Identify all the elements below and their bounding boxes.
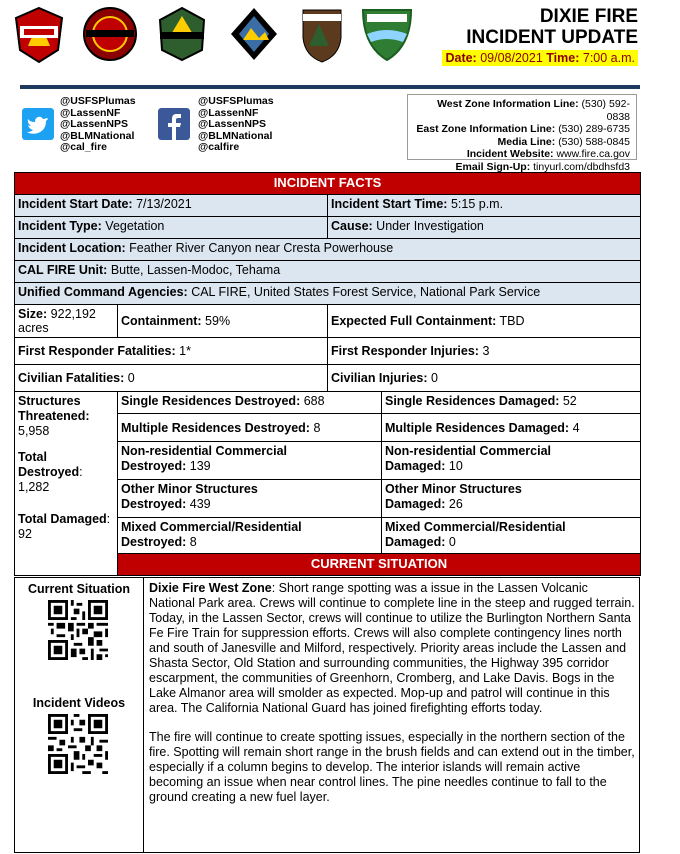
title-line-2: INCIDENT UPDATE [466, 27, 638, 48]
media-line-value: (530) 588-0845 [558, 135, 630, 148]
minor-damaged-cell [382, 480, 641, 518]
twitter-handle[interactable]: @USFSPlumas [60, 95, 136, 107]
national-park-logo [299, 6, 345, 64]
mixed-destroyed-cell [118, 518, 382, 554]
agency-logos [14, 6, 414, 66]
qr-current-situation-label: Current Situation [27, 582, 131, 596]
incident-facts-heading: INCIDENT FACTS [15, 173, 641, 195]
total-damaged-value: 92 [18, 527, 32, 541]
structures-summary-cell: Structures Threatened: 5,958 Total Destroyed: 1,282 Total Damaged: 92 [15, 392, 118, 576]
civ-injuries-cell [328, 365, 641, 392]
twitter-handle[interactable]: @BLMNational [60, 129, 135, 142]
email-signup-label: Email Sign-Up: [455, 160, 531, 173]
minor-destroyed-cell [118, 480, 382, 518]
west-line-value: (530) 592-0838 [581, 98, 630, 123]
date-time-badge [442, 50, 638, 66]
total-destroyed-value: 1,282 [18, 480, 50, 494]
fr-injuries-cell [328, 338, 641, 365]
containment-cell [118, 305, 328, 338]
agencies-cell [15, 283, 641, 305]
contact-info-box [407, 94, 637, 173]
size-cell [15, 305, 118, 338]
ncd-label-2: Destroyed: [121, 459, 187, 473]
unit-label: CAL FIRE Unit: [18, 263, 108, 277]
cause-label: Cause: [331, 219, 373, 233]
website-link[interactable]: www.fire.ca.gov [556, 148, 630, 160]
omd-label-1: Other Minor Structures [121, 482, 258, 496]
omd-label-2: Destroyed: [121, 497, 187, 511]
fr-fatalities-cell [15, 338, 328, 365]
forest-service-logo [156, 6, 208, 62]
time-value: 7:00 a.m. [582, 51, 635, 65]
twitter-handles [60, 96, 136, 154]
facebook-icon[interactable] [158, 108, 190, 140]
facebook-handle[interactable]: @LassenNF [198, 106, 259, 119]
title-block [442, 6, 638, 67]
nonres-damaged-cell [382, 442, 641, 480]
ncdm-value: 10 [448, 459, 463, 473]
mcdm-label-2: Damaged: [385, 535, 446, 549]
cause-cell [328, 217, 641, 239]
qr-code-icon[interactable] [48, 714, 108, 774]
facebook-handle[interactable]: @LassenNPS [198, 118, 267, 130]
mcd-label-1: Mixed Commercial/Residential [121, 520, 302, 534]
size-label: Size: [18, 307, 48, 321]
srd-label: Single Residences Destroyed: [121, 394, 301, 408]
situation-paragraph-2: The fire will continue to create spotting issues, especially in the northern section of the fire. Spotting will remain short range in the brush fields and can extend out in the timber, especially if a column begins to develop. The interior islands will remain active becoming an issue when near control lines. The pine needles continue to fall to the ground creating a new fuel layer. [149, 730, 635, 804]
header-divider [20, 85, 640, 89]
twitter-icon[interactable] [22, 108, 54, 140]
east-line-value: (530) 289-6735 [558, 123, 630, 135]
mcd-label-2: Destroyed: [121, 535, 187, 549]
civ-injuries-label: Civilian Injuries: [331, 371, 428, 385]
start-time-label: Incident Start Time: [331, 197, 448, 211]
incident-facts-table [14, 172, 641, 576]
mcd-value: 8 [189, 535, 197, 549]
situation-paragraph-1: : Short range spotting was a issue in the Lassen Volcanic National Park area. Crews will continue to complete line in the steep and rugged terrain. Today, in the Lassen Sector, crews will continue to utilize the Burlington Northern Santa Fe Fire Train for suppression efforts. Crews will also complete contingency lines north and south of Janesville and Milford, respectively. Priority areas include the Lassen and Shasta Sector, Old Station and surrounding communities, the Highway 395 corridor escarpment, the communities of Greenhorn, Cromberg, and Lake Davis. Bogs in the Lake Almanor area will smolder as expected. Mop-up and patrol will continue in this area. The California National Guard has joined firefighting efforts today. [149, 581, 635, 715]
omdm-value: 26 [448, 497, 463, 511]
containment-value: 59% [205, 314, 231, 328]
usda-logo [359, 6, 415, 62]
location-cell [15, 239, 641, 261]
location-label: Incident Location: [18, 241, 126, 255]
ncdm-label-2: Damaged: [385, 459, 446, 473]
email-signup-link[interactable]: tinyurl.com/dbdhsfd3 [533, 160, 630, 173]
qr-incident-videos-label: Incident Videos [32, 696, 126, 710]
type-label: Incident Type: [18, 219, 102, 233]
qr-column [15, 578, 144, 852]
total-destroyed-label: Total Destroyed [18, 450, 80, 479]
situation-paragraph [149, 581, 635, 716]
current-situation-heading: CURRENT SITUATION [118, 554, 641, 576]
facebook-handle[interactable]: @calfire [198, 141, 240, 153]
east-line-label: East Zone Information Line: [416, 123, 556, 135]
srd-value: 688 [303, 394, 325, 408]
single-res-destroyed-cell [118, 392, 382, 414]
size-value: 922,192 acres [18, 307, 96, 335]
srdm-value: 52 [562, 394, 577, 408]
ncd-value: 139 [189, 459, 211, 473]
total-damaged-label: Total Damaged [18, 512, 107, 526]
mcdm-value: 0 [448, 535, 456, 549]
calfire-seal-logo [82, 6, 138, 62]
expected-containment-label: Expected Full Containment: [331, 314, 497, 328]
containment-label: Containment: [121, 314, 202, 328]
civ-fatalities-label: Civilian Fatalities: [18, 371, 125, 385]
start-date-cell [15, 195, 328, 217]
multi-res-damaged-cell [382, 414, 641, 442]
mixed-damaged-cell [382, 518, 641, 554]
facebook-handle[interactable]: @BLMNational [198, 129, 273, 142]
type-cell [15, 217, 328, 239]
situation-text [149, 581, 635, 805]
expected-containment-value: TBD [499, 314, 525, 328]
srdm-label: Single Residences Damaged: [385, 394, 560, 408]
fr-fatalities-label: First Responder Fatalities: [18, 344, 176, 358]
qr-code-icon[interactable] [48, 600, 108, 660]
fr-fatalities-value: 1* [179, 344, 191, 358]
ncdm-label-1: Non-residential Commercial [385, 444, 552, 458]
civ-injuries-value: 0 [431, 371, 438, 385]
facebook-handles [198, 96, 274, 154]
cal-fire-logo [14, 6, 64, 64]
unit-cell [15, 261, 641, 283]
type-value: Vegetation [105, 219, 165, 233]
start-date-label: Incident Start Date: [18, 197, 133, 211]
fr-injuries-label: First Responder Injuries: [331, 344, 479, 358]
omdm-label-1: Other Minor Structures [385, 482, 522, 496]
agencies-label: Unified Command Agencies: [18, 285, 188, 299]
mrd-value: 8 [313, 420, 321, 435]
expected-containment-cell [328, 305, 641, 338]
fr-injuries-value: 3 [482, 344, 490, 358]
twitter-handle[interactable]: @cal_fire [60, 141, 108, 153]
mrd-label: Multiple Residences Destroyed: [121, 420, 310, 435]
start-time-cell [328, 195, 641, 217]
agencies-value: CAL FIRE, United States Forest Service, National Park Service [191, 285, 541, 299]
nonres-destroyed-cell [118, 442, 382, 480]
current-situation-section [14, 577, 640, 853]
facebook-handle[interactable]: @USFSPlumas [198, 95, 274, 107]
website-label: Incident Website: [466, 148, 554, 160]
threatened-value: 5,958 [18, 424, 50, 438]
location-value: Feather River Canyon near Cresta Powerhouse [129, 241, 394, 255]
civ-fatalities-cell [15, 365, 328, 392]
media-line-label: Media Line: [497, 135, 556, 148]
single-res-damaged-cell [382, 392, 641, 414]
omdm-label-2: Damaged: [385, 497, 446, 511]
west-zone-heading: Dixie Fire West Zone [149, 581, 272, 595]
twitter-handle[interactable]: @LassenNF [60, 106, 121, 119]
twitter-handle[interactable]: @LassenNPS [60, 118, 129, 130]
west-line-label: West Zone Information Line: [437, 98, 579, 110]
mcdm-label-1: Mixed Commercial/Residential [385, 520, 566, 534]
time-label: Time: [546, 51, 580, 65]
title-line-1: DIXIE FIRE [539, 6, 638, 27]
civ-fatalities-value: 0 [127, 371, 135, 385]
mrdm-value: 4 [572, 420, 580, 435]
threatened-label: Structures Threatened: [18, 394, 90, 423]
date-label: Date: [445, 51, 477, 65]
date-value: 09/08/2021 [480, 51, 543, 65]
ncd-label-1: Non-residential Commercial [121, 444, 288, 458]
multi-res-destroyed-cell [118, 414, 382, 442]
start-date-value: 7/13/2021 [136, 197, 192, 211]
cause-value: Under Investigation [376, 219, 484, 233]
mrdm-label: Multiple Residences Damaged: [385, 420, 570, 435]
omd-value: 439 [189, 497, 211, 511]
start-time-value: 5:15 p.m. [450, 197, 504, 211]
blm-logo [229, 6, 279, 62]
unit-value: Butte, Lassen-Modoc, Tehama [110, 263, 281, 277]
